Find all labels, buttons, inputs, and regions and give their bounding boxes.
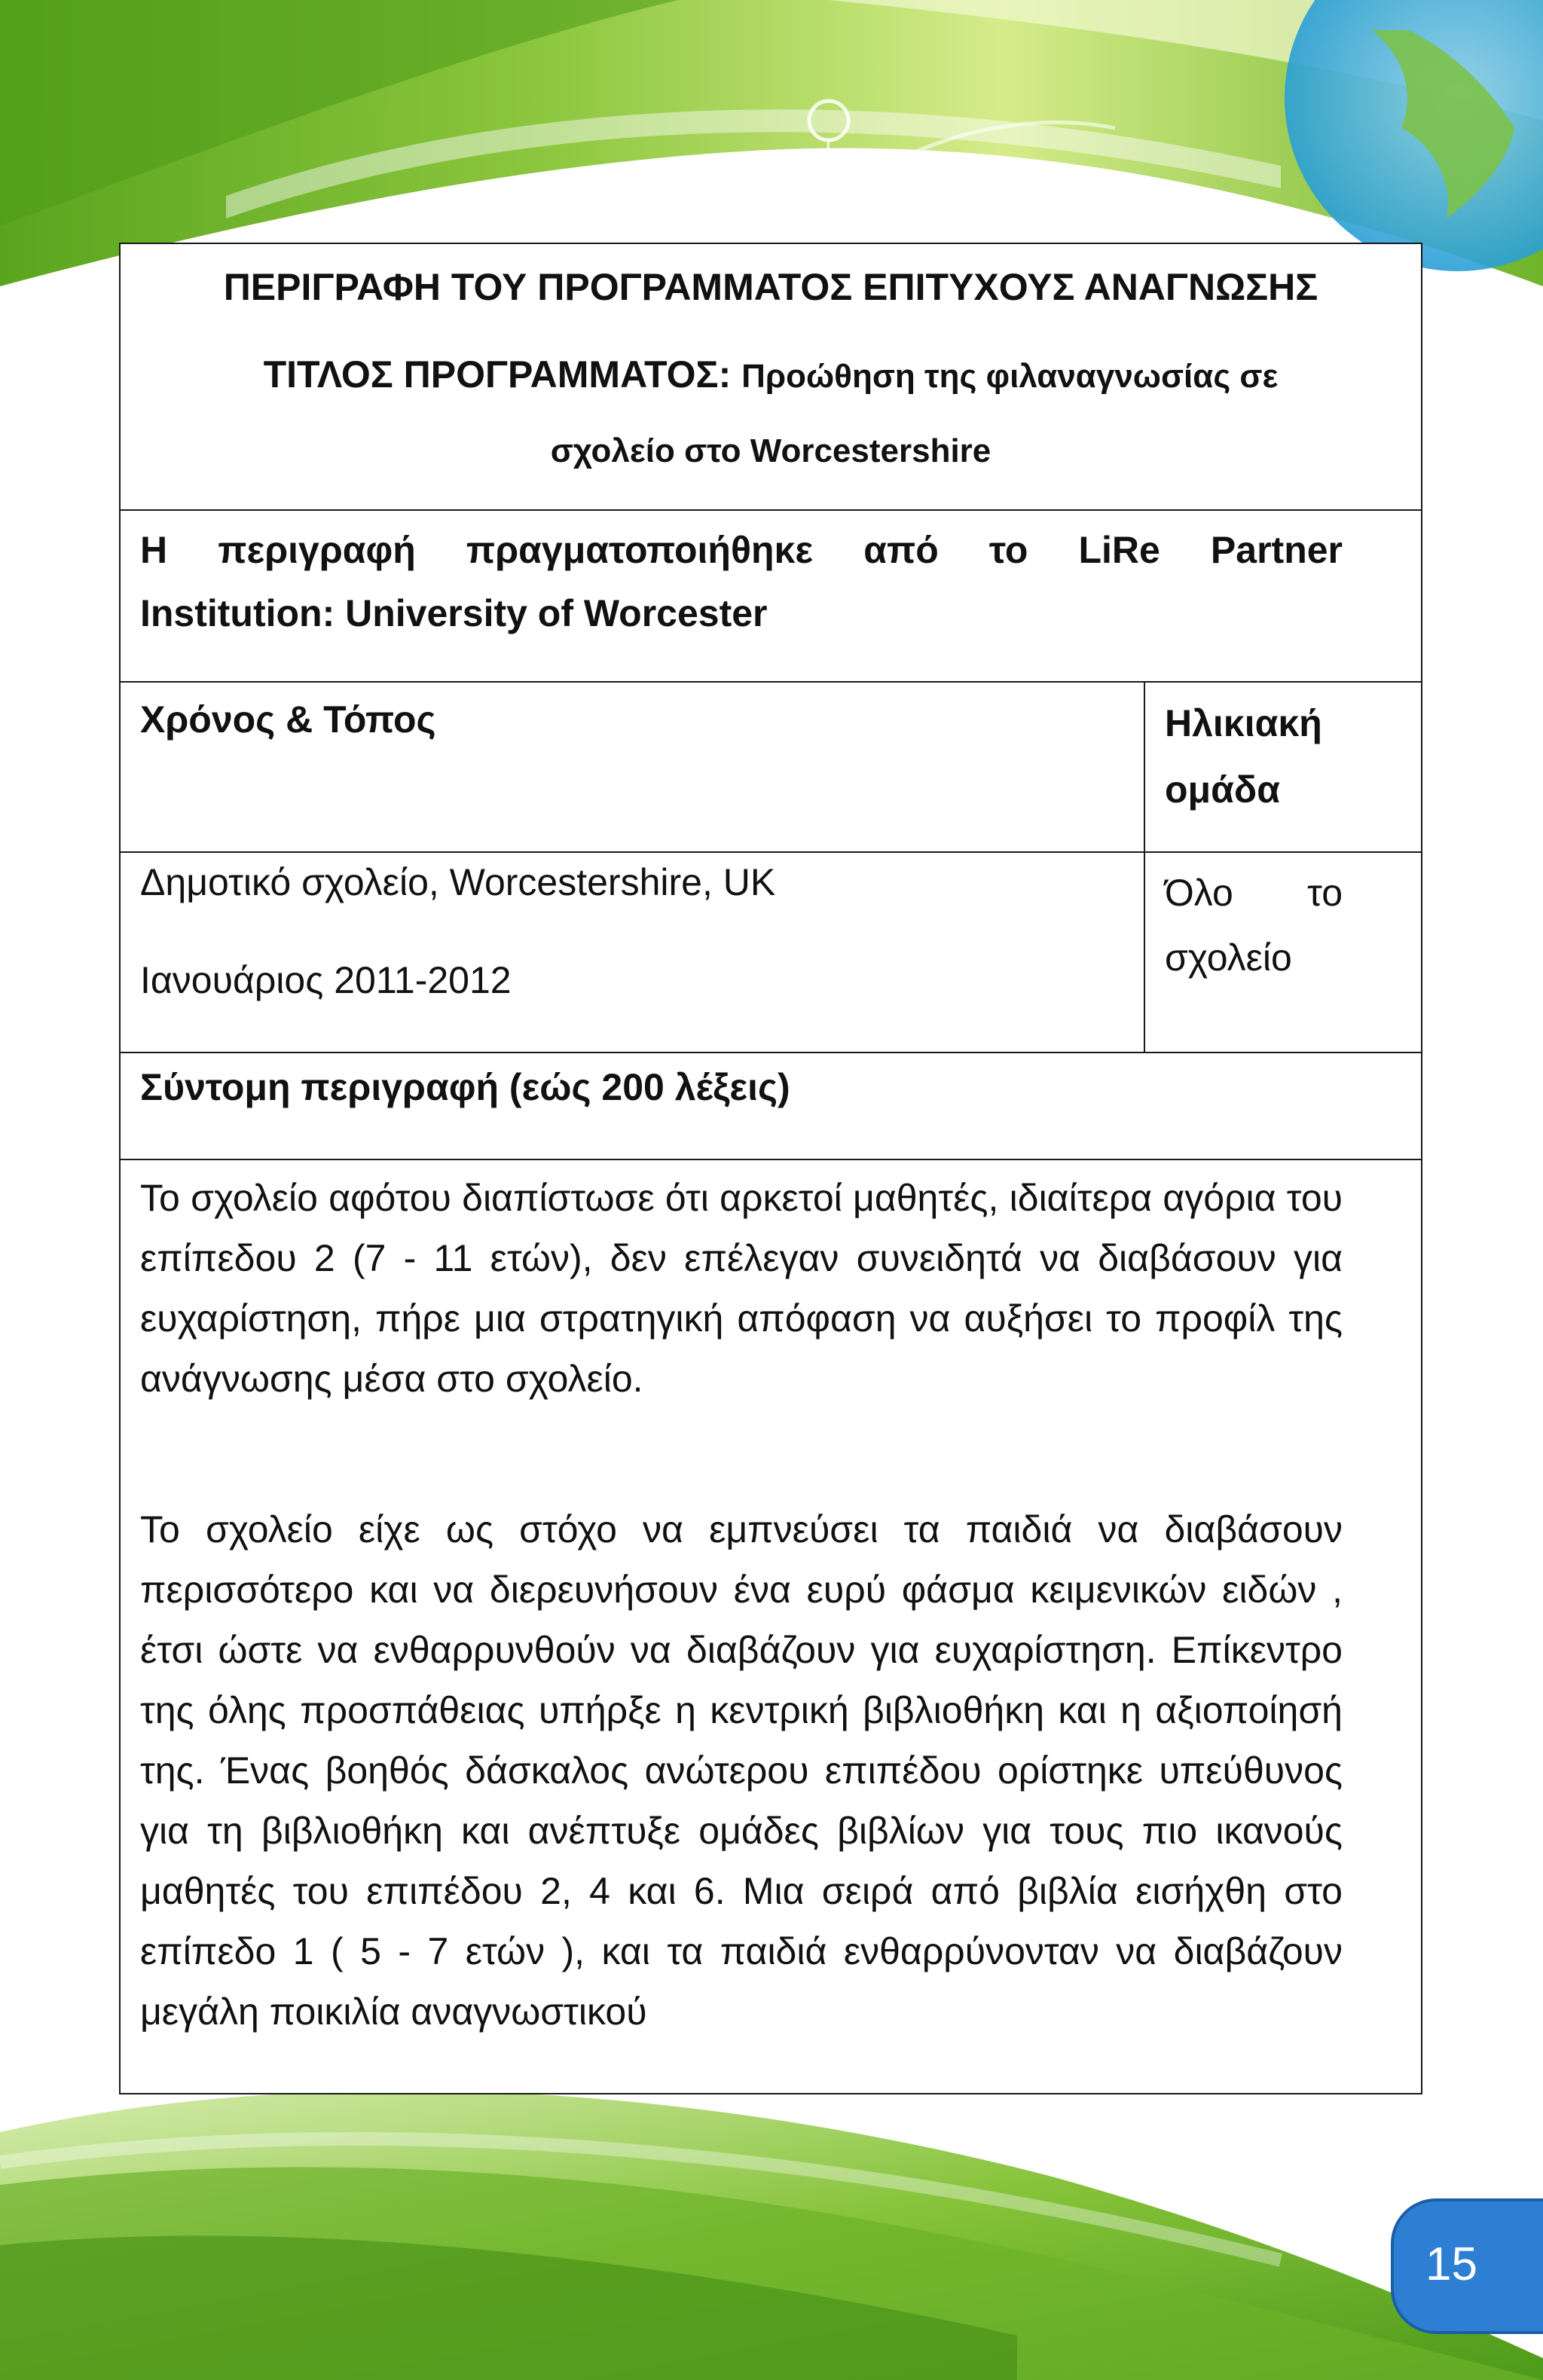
age-group-value-cell — [1145, 853, 1421, 1052]
summary-label: Σύντομη περιγραφή (εώς 200 λέξεις) — [140, 1066, 790, 1108]
author-row — [121, 511, 1421, 683]
description-heading: ΠΕΡΙΓΡΑΦΗ ΤΟΥ ΠΡΟΓΡΑΜΜΑΤΟΣ ΕΠΙΤΥΧΟΥΣ ΑΝΑΓΝΩΣΗΣ — [223, 266, 1318, 308]
age-group-label-line1: Ηλικιακή — [1165, 702, 1322, 744]
age-group-label-line2: ομάδα — [1165, 768, 1280, 811]
place-text: Δημοτικό σχολείο, Worcestershire, UK — [140, 861, 776, 903]
author-block — [140, 518, 1343, 645]
page-number: 15 — [1425, 2238, 1477, 2290]
date-text: Ιανουάριος 2011-2012 — [140, 959, 512, 1001]
program-title-value-line1: Προώθηση της φιλαναγνωσίας σε — [741, 358, 1279, 395]
program-description-table — [119, 243, 1422, 2094]
time-place-cell — [121, 683, 1145, 851]
summary-label-row — [121, 1053, 1421, 1160]
author-line-1: Η περιγραφή πραγματοποιήθηκε από το LiRe Partner — [140, 529, 1343, 571]
place-date-cell — [121, 853, 1145, 1052]
page-number-badge — [1391, 2198, 1543, 2334]
age-group-label — [1165, 690, 1322, 823]
age-group-value-line2: σχολείο — [1165, 936, 1292, 979]
program-title-value-line2: σχολείο στο Worcestershire — [550, 432, 991, 469]
age-group-value — [1165, 860, 1343, 990]
details-row — [121, 853, 1421, 1053]
age-group-label-cell — [1145, 683, 1421, 851]
column-labels-row — [121, 683, 1421, 853]
header-row — [121, 244, 1421, 511]
summary-body-row — [121, 1160, 1421, 2094]
summary-paragraph-1: Το σχολείο αφότου διαπίστωσε ότι αρκετοί μαθητές, ιδιαίτερα αγόρια του επίπεδου 2 (7 - 11 ετών), δεν επέλεγαν συνειδητά να διαβάσουν για ευχαρίστηση, πήρε μια στρατηγική απόφαση να αυξήσει το προφίλ της ανάγνωσης μέσα στο σχολείο. — [140, 1177, 1343, 1400]
age-group-value-line1: Όλο το — [1165, 872, 1343, 914]
time-place-label: Χρόνος & Τόπος — [140, 698, 436, 741]
program-title-label: ΤΙΤΛΟΣ ΠΡΟΓΡΑΜΜΑΤΟΣ: — [263, 353, 732, 396]
program-title — [166, 338, 1376, 487]
author-line-2: Institution: University of Worcester — [140, 592, 768, 634]
summary-paragraph-2: Το σχολείο είχε ως στόχο να εμπνεύσει τα παιδιά να διαβάσουν περισσότερο και να διερευνήσουν ένα ευρύ φάσμα κειμενικών ειδών , έτσι ώστε να ενθαρρυνθούν να διαβάζουν για ευχαρίστηση. Επίκεντρο της όλης προσπάθειας υπήρξε η κεντρική βιβλιοθήκη και η αξιοποίησή της. Ένας βοηθός δάσκαλος ανώτερου επιπέδου ορίστηκε υπεύθυνος για τη βιβλιοθήκη και ανέπτυξε ομάδες βιβλίων για τους πιο ικανούς μαθητές του επιπέδου 2, 4 και 6. Μια σειρά από βιβλία εισήχθη στο επίπεδο 1 ( 5 - 7 ετών ), και τα παιδιά ενθαρρύνονταν να διαβάζουν μεγάλη ποικιλία αναγνωστικού — [140, 1508, 1343, 2033]
